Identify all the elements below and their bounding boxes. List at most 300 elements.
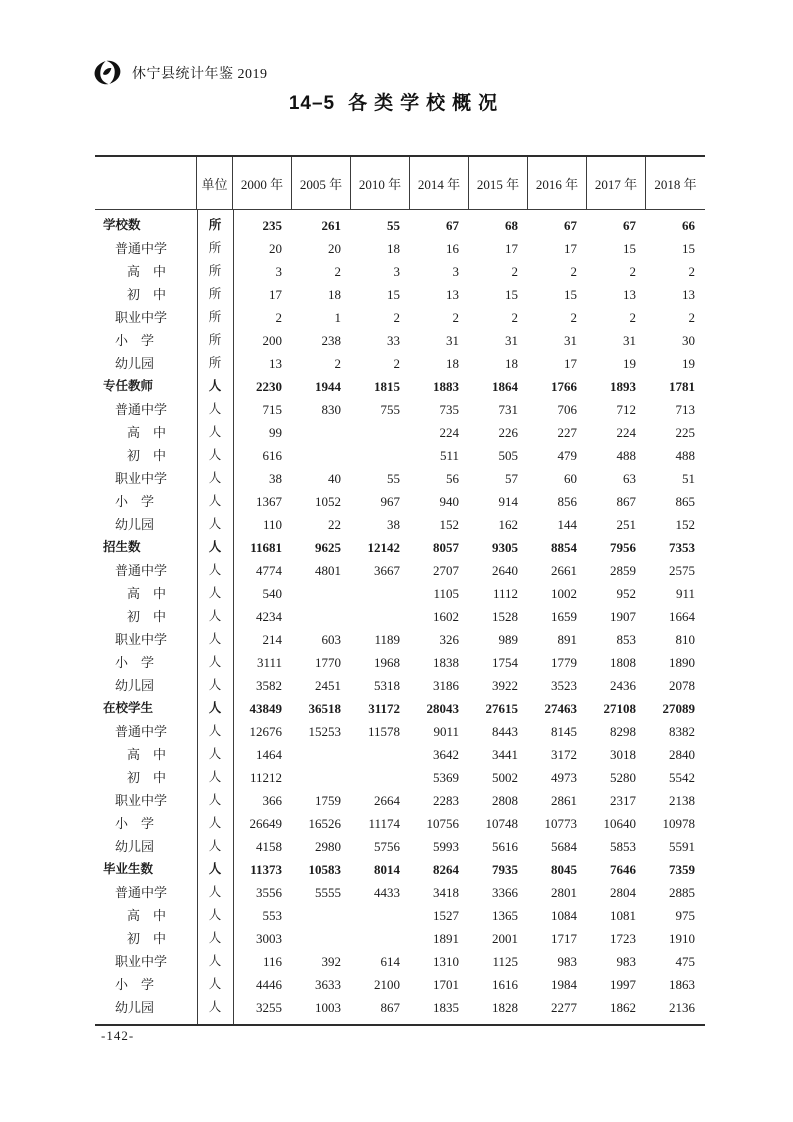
row-label: 专任教师	[103, 379, 154, 393]
value-cell: 5853	[610, 839, 636, 854]
value-cell: 110	[262, 517, 282, 532]
value-cell: 238	[321, 333, 341, 348]
row-label: 幼儿园	[115, 517, 155, 532]
unit-cell: 人	[208, 862, 222, 876]
value-cell: 2664	[374, 793, 400, 808]
value-cell	[351, 605, 410, 628]
value-cell: 3111	[256, 655, 282, 670]
year-header-cell: 2014 年	[410, 157, 469, 209]
table-row	[95, 513, 705, 536]
value-cell: 31172	[368, 701, 400, 716]
value-cell: 1863	[669, 977, 695, 992]
value-cell: 7935	[492, 862, 518, 877]
value-cell: 11681	[250, 540, 282, 555]
value-cell: 200	[262, 333, 282, 348]
value-cell: 603	[321, 632, 341, 647]
table-row	[95, 421, 705, 444]
value-cell: 11373	[250, 862, 282, 877]
row-label: 高 中	[127, 586, 167, 601]
value-cell: 1890	[669, 655, 695, 670]
table-row	[95, 467, 705, 490]
value-cell: 2640	[492, 563, 518, 578]
value-cell: 853	[616, 632, 636, 647]
row-label: 幼儿园	[115, 678, 155, 693]
table-row	[95, 674, 705, 697]
value-cell	[351, 582, 410, 605]
value-cell: 735	[439, 402, 459, 417]
value-cell: 8014	[374, 862, 400, 877]
value-cell: 5591	[669, 839, 695, 854]
value-cell: 1770	[315, 655, 341, 670]
row-label: 小 学	[115, 333, 155, 348]
value-cell: 1528	[492, 609, 518, 624]
value-cell: 2	[511, 264, 518, 279]
value-cell: 43849	[249, 701, 282, 716]
value-cell: 226	[498, 425, 518, 440]
value-cell: 12142	[367, 540, 400, 555]
value-cell: 116	[262, 954, 282, 969]
table-row	[95, 375, 705, 398]
value-cell: 1717	[551, 931, 577, 946]
table-row	[95, 536, 705, 559]
value-cell: 2707	[433, 563, 459, 578]
unit-cell: 所	[208, 264, 222, 278]
value-cell: 17	[564, 356, 577, 371]
value-cell: 4801	[315, 563, 341, 578]
value-cell: 224	[616, 425, 636, 440]
unit-cell: 人	[208, 954, 222, 968]
value-cell: 3	[275, 264, 282, 279]
value-cell: 2575	[669, 563, 695, 578]
value-cell: 19	[682, 356, 695, 371]
value-cell: 712	[616, 402, 636, 417]
value-cell: 162	[498, 517, 518, 532]
unit-cell: 人	[208, 448, 222, 462]
value-cell: 706	[557, 402, 577, 417]
value-cell: 940	[439, 494, 459, 509]
row-label: 在校学生	[103, 701, 154, 715]
value-cell: 2436	[610, 678, 636, 693]
value-cell: 3523	[551, 678, 577, 693]
value-cell: 511	[439, 448, 459, 463]
value-cell: 2885	[669, 885, 695, 900]
value-cell: 251	[616, 517, 636, 532]
table-row	[95, 214, 705, 237]
value-cell: 830	[321, 402, 341, 417]
value-cell: 3642	[433, 747, 459, 762]
value-cell: 235	[262, 218, 282, 233]
value-cell: 5318	[374, 678, 400, 693]
unit-cell: 人	[208, 977, 222, 991]
value-cell: 9011	[433, 724, 459, 739]
row-label: 高 中	[127, 747, 167, 762]
value-cell: 914	[498, 494, 518, 509]
value-cell: 10773	[544, 816, 577, 831]
value-cell: 3018	[610, 747, 636, 762]
table-row	[95, 398, 705, 421]
row-label: 职业中学	[115, 793, 168, 808]
value-cell: 31	[564, 333, 577, 348]
value-cell: 55	[387, 471, 400, 486]
row-label: 小 学	[115, 494, 155, 509]
value-cell: 1907	[610, 609, 636, 624]
value-cell: 3922	[492, 678, 518, 693]
row-label: 高 中	[127, 425, 167, 440]
value-cell: 57	[505, 471, 518, 486]
unit-cell: 人	[208, 678, 222, 692]
value-cell: 1052	[315, 494, 341, 509]
value-cell: 227	[557, 425, 577, 440]
value-cell	[292, 421, 351, 444]
table-row	[95, 651, 705, 674]
value-cell: 1766	[551, 379, 577, 394]
table-row	[95, 490, 705, 513]
row-label: 职业中学	[115, 471, 168, 486]
value-cell	[292, 582, 351, 605]
year-header-cell: 2018 年	[654, 176, 697, 192]
table-row	[95, 927, 705, 950]
unit-cell: 人	[208, 839, 222, 853]
value-cell: 68	[505, 218, 518, 233]
row-label: 普通中学	[115, 885, 168, 900]
table-row	[95, 881, 705, 904]
value-cell: 1112	[492, 586, 518, 601]
value-cell: 479	[557, 448, 577, 463]
table-number: 14–5	[288, 93, 336, 114]
row-label: 职业中学	[115, 310, 168, 325]
value-cell: 1781	[669, 379, 695, 394]
value-cell: 40	[328, 471, 341, 486]
value-cell: 2	[570, 310, 577, 325]
unit-cell: 人	[208, 379, 222, 393]
value-cell: 1664	[669, 609, 695, 624]
value-cell: 8145	[551, 724, 577, 739]
table-row	[95, 950, 705, 973]
table-row	[95, 628, 705, 651]
value-cell: 989	[498, 632, 518, 647]
value-cell: 1616	[492, 977, 518, 992]
value-cell: 56	[446, 471, 459, 486]
value-cell: 13	[623, 287, 636, 302]
value-cell: 366	[262, 793, 282, 808]
table-row	[95, 582, 705, 605]
value-cell: 20	[269, 241, 282, 256]
value-cell: 4158	[256, 839, 282, 854]
value-cell: 8057	[433, 540, 459, 555]
value-cell: 2	[570, 264, 577, 279]
value-cell: 17	[269, 287, 282, 302]
value-cell: 1883	[433, 379, 459, 394]
value-cell: 18	[446, 356, 459, 371]
value-cell: 18	[505, 356, 518, 371]
unit-cell: 所	[208, 310, 222, 324]
unit-cell: 人	[208, 494, 222, 508]
value-cell: 1	[334, 310, 341, 325]
unit-cell: 人	[208, 931, 222, 945]
value-cell: 1002	[551, 586, 577, 601]
value-cell: 1779	[551, 655, 577, 670]
value-cell: 2317	[610, 793, 636, 808]
row-label: 普通中学	[115, 724, 168, 739]
value-cell: 12676	[249, 724, 282, 739]
stub-header-cell	[95, 157, 197, 209]
year-header-cell: 2016 年	[528, 157, 587, 209]
value-cell: 7359	[669, 862, 695, 877]
value-cell	[292, 444, 351, 467]
value-cell: 810	[675, 632, 695, 647]
value-cell: 2	[629, 310, 636, 325]
value-cell: 540	[262, 586, 282, 601]
table-body	[95, 210, 705, 1024]
row-label: 初 中	[127, 931, 167, 946]
value-cell: 66	[682, 218, 695, 233]
value-cell: 1189	[374, 632, 400, 647]
value-cell: 865	[675, 494, 695, 509]
value-cell: 1828	[492, 1000, 518, 1015]
value-cell: 2	[393, 356, 400, 371]
value-cell: 2980	[315, 839, 341, 854]
value-cell: 5369	[433, 770, 459, 785]
value-cell: 1862	[610, 1000, 636, 1015]
value-cell	[351, 766, 410, 789]
row-label: 初 中	[127, 448, 167, 463]
value-cell: 10583	[308, 862, 341, 877]
value-cell: 225	[675, 425, 695, 440]
value-cell: 1815	[374, 379, 400, 394]
value-cell: 11578	[367, 724, 400, 739]
value-cell: 10756	[426, 816, 459, 831]
row-label: 幼儿园	[115, 839, 155, 854]
row-label: 初 中	[127, 770, 167, 785]
value-cell: 33	[387, 333, 400, 348]
value-cell: 505	[498, 448, 518, 463]
value-cell: 19	[623, 356, 636, 371]
table-row	[95, 352, 705, 375]
unit-cell: 人	[208, 747, 222, 761]
value-cell: 715	[262, 402, 282, 417]
value-cell: 2	[334, 356, 341, 371]
table-row	[95, 444, 705, 467]
year-header-cell: 2010 年	[351, 157, 410, 209]
value-cell: 7646	[610, 862, 636, 877]
value-cell: 392	[321, 954, 341, 969]
value-cell: 1808	[610, 655, 636, 670]
unit-cell: 人	[208, 425, 222, 439]
unit-cell: 所	[208, 241, 222, 255]
value-cell: 3582	[256, 678, 282, 693]
value-cell: 18	[328, 287, 341, 302]
value-cell: 1464	[256, 747, 282, 762]
value-cell: 5756	[374, 839, 400, 854]
table-row	[95, 283, 705, 306]
value-cell: 27463	[544, 701, 577, 716]
value-cell: 2136	[669, 1000, 695, 1015]
value-cell: 4433	[374, 885, 400, 900]
row-label: 职业中学	[115, 632, 168, 647]
value-cell: 1759	[315, 793, 341, 808]
value-cell: 22	[328, 517, 341, 532]
value-cell: 1659	[551, 609, 577, 624]
value-cell: 3186	[433, 678, 459, 693]
value-cell: 1105	[433, 586, 459, 601]
value-cell	[292, 605, 351, 628]
value-cell: 967	[380, 494, 400, 509]
unit-header-cell: 单位	[197, 157, 233, 209]
value-cell: 9305	[492, 540, 518, 555]
value-cell: 10640	[603, 816, 636, 831]
year-header-cell: 2017 年	[587, 157, 646, 209]
value-cell: 15	[387, 287, 400, 302]
table-row	[95, 973, 705, 996]
value-cell: 27108	[603, 701, 636, 716]
table-header-row	[95, 157, 705, 210]
value-cell: 856	[557, 494, 577, 509]
value-cell: 38	[269, 471, 282, 486]
value-cell: 983	[616, 954, 636, 969]
value-cell: 99	[269, 425, 282, 440]
value-cell: 11174	[368, 816, 400, 831]
table-row	[95, 306, 705, 329]
table-row	[95, 996, 705, 1019]
value-cell: 614	[380, 954, 400, 969]
row-label: 招生数	[103, 540, 141, 554]
unit-cell: 人	[208, 816, 222, 830]
value-cell: 31	[505, 333, 518, 348]
value-cell: 2	[452, 310, 459, 325]
value-cell: 8854	[551, 540, 577, 555]
value-cell: 224	[439, 425, 459, 440]
year-header-cell: 2005 年	[292, 157, 351, 209]
table-title-text: 各类学校概况	[348, 93, 505, 114]
row-label: 幼儿园	[115, 356, 155, 371]
unit-cell: 人	[208, 609, 222, 623]
value-cell: 7956	[610, 540, 636, 555]
value-cell: 2451	[315, 678, 341, 693]
value-cell: 15	[564, 287, 577, 302]
value-cell: 3441	[492, 747, 518, 762]
value-cell: 5280	[610, 770, 636, 785]
value-cell: 15	[623, 241, 636, 256]
row-label: 初 中	[127, 287, 167, 302]
value-cell: 51	[682, 471, 695, 486]
value-cell: 1891	[433, 931, 459, 946]
yearbook-title: 休宁县统计年鉴 2019	[132, 66, 268, 82]
value-cell: 2	[511, 310, 518, 325]
value-cell: 2	[334, 264, 341, 279]
value-cell: 67	[446, 218, 459, 233]
value-cell: 15	[682, 241, 695, 256]
value-cell: 1125	[492, 954, 518, 969]
page-number: -142-	[101, 1028, 135, 1043]
value-cell	[292, 927, 351, 950]
value-cell: 755	[380, 402, 400, 417]
value-cell: 983	[557, 954, 577, 969]
value-cell: 214	[262, 632, 282, 647]
value-cell: 5684	[551, 839, 577, 854]
unit-cell: 人	[208, 517, 222, 531]
value-cell: 9625	[315, 540, 341, 555]
value-cell: 8045	[551, 862, 577, 877]
value-cell: 5993	[433, 839, 459, 854]
row-label: 职业中学	[115, 954, 168, 969]
table-row	[95, 559, 705, 582]
value-cell: 10748	[485, 816, 518, 831]
value-cell: 3556	[256, 885, 282, 900]
value-cell: 2	[275, 310, 282, 325]
value-cell: 1864	[492, 379, 518, 394]
row-label: 普通中学	[115, 241, 168, 256]
value-cell: 67	[623, 218, 636, 233]
value-cell: 5616	[492, 839, 518, 854]
row-label: 高 中	[127, 908, 167, 923]
value-cell: 2230	[256, 379, 282, 394]
value-cell: 553	[262, 908, 282, 923]
row-label: 小 学	[115, 655, 155, 670]
value-cell: 867	[616, 494, 636, 509]
value-cell: 975	[675, 908, 695, 923]
unit-cell: 所	[208, 287, 222, 301]
value-cell: 18	[387, 241, 400, 256]
row-label: 高 中	[127, 264, 167, 279]
value-cell: 488	[616, 448, 636, 463]
value-cell: 3	[452, 264, 459, 279]
table-row	[95, 858, 705, 881]
value-cell: 152	[675, 517, 695, 532]
value-cell: 488	[675, 448, 695, 463]
value-cell: 2840	[669, 747, 695, 762]
value-cell: 26649	[249, 816, 282, 831]
value-cell: 1838	[433, 655, 459, 670]
unit-cell: 所	[208, 218, 222, 232]
value-cell: 30	[682, 333, 695, 348]
value-cell: 38	[387, 517, 400, 532]
value-cell: 4234	[256, 609, 282, 624]
table-row	[95, 260, 705, 283]
value-cell	[351, 444, 410, 467]
value-cell: 1997	[610, 977, 636, 992]
value-cell: 55	[387, 218, 400, 233]
table-row	[95, 605, 705, 628]
value-cell: 891	[557, 632, 577, 647]
table-row	[95, 237, 705, 260]
value-cell: 2138	[669, 793, 695, 808]
value-cell: 27089	[662, 701, 695, 716]
row-label: 普通中学	[115, 402, 168, 417]
value-cell: 17	[564, 241, 577, 256]
value-cell: 5555	[315, 885, 341, 900]
value-cell: 911	[675, 586, 695, 601]
column-rule-after-unit	[233, 210, 234, 1024]
value-cell: 1910	[669, 931, 695, 946]
unit-cell: 人	[208, 471, 222, 485]
value-cell: 1723	[610, 931, 636, 946]
table-row	[95, 789, 705, 812]
value-cell: 8264	[433, 862, 459, 877]
row-label: 小 学	[115, 977, 155, 992]
value-cell: 4973	[551, 770, 577, 785]
value-cell: 1527	[433, 908, 459, 923]
value-cell: 1835	[433, 1000, 459, 1015]
value-cell: 2859	[610, 563, 636, 578]
unit-cell: 所	[208, 356, 222, 370]
unit-cell: 人	[208, 402, 222, 416]
value-cell: 3366	[492, 885, 518, 900]
value-cell: 15253	[308, 724, 341, 739]
value-cell: 8298	[610, 724, 636, 739]
value-cell: 2	[629, 264, 636, 279]
value-cell: 5542	[669, 770, 695, 785]
value-cell: 2	[688, 264, 695, 279]
